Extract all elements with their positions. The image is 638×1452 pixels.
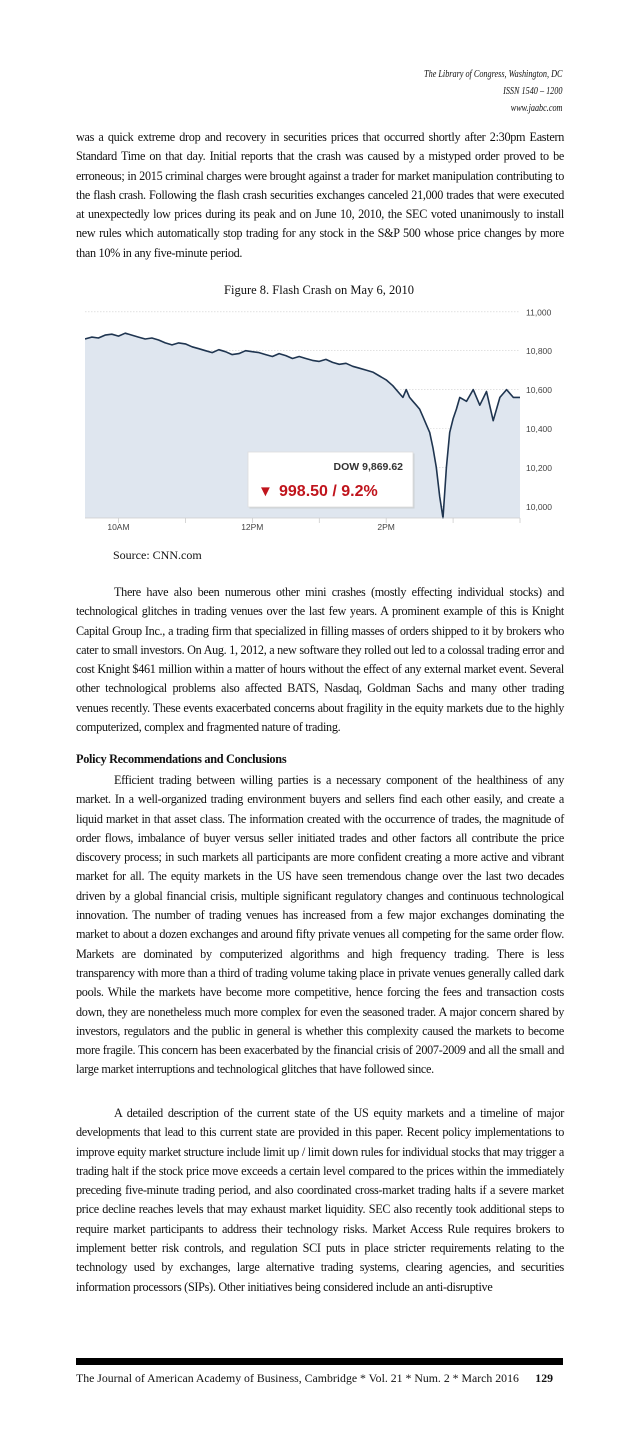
x-tick-label: 12PM: [241, 522, 264, 532]
callout-change-label: 998.50 / 9.2%: [279, 483, 378, 500]
header-line-3: www.jaabc.com: [510, 103, 562, 114]
y-tick-label: 10,600: [526, 385, 552, 396]
y-tick-label: 10,000: [526, 501, 552, 512]
journal-header: [424, 66, 562, 117]
x-tick-label: 2PM: [377, 522, 395, 532]
page-number: 129: [535, 1371, 553, 1385]
header-line-1: The Library of Congress, Washington, DC: [423, 69, 562, 80]
footer-rule: [76, 1358, 563, 1365]
paragraph-efficient-trading: Efficient trading between willing parties is a necessary component of the healthiness of any market. In a well-organized trading environment buyers and sellers find each other easily, and create a liquid market in that asset class. The information created with the occurrence of trades, the magnitude of order flows, imbalance of buyer versus seller initiated trades and other factors all contribute the price discovery process; in such markets all participants are more confident creating a more active and vibrant market for all. The equity markets in the US have seen tremendous change over the last two decades driven by a global financial crisis, multiple significant regulatory changes and continuous technological innovation. The number of trading venues has increased from a few major exchanges dominating the market to about a dozen exchanges and around fifty private venues all competing for the same order flow. Markets are dominated by computerized algorithms and high frequency trading. There is less transparency with more than a third of trading volume taking place in private venues generally called dark pools. While the markets have become more competitive, hence forcing the fees and transaction costs down, they are nonetheless much more complex for even the seasoned trader. A major concern shared by investors, regulators and the public in general is whether this complexity caused the markets to become more fragile. This concern has been exacerbated by the financial crisis of 2007-2009 and all the small and large market interruptions and technological glitches that have followed since.: [76, 773, 564, 1077]
paragraph-detailed-description: A detailed description of the current state of the US equity markets and a timeline of major developments that lead to this current state are provided in this paper. Recent policy implementations to improve equity market structure include limit up / limit down rules for individual stocks that may trigger a trading halt if the stock price move exceeds a certain level compared to the prices within the immediately preceding five-minute trading period, and also coordinated cross-market trading halts if a severe market price decline reaches levels that may exhaust market liquidity. SEC also recently took additional steps to require market participants to address their technology risks. Market Access Rule requires brokers to implement better risk controls, and regulation SCI puts in place stricter requirements relating to the technology used by exchanges, large alternative trading systems, clearing agencies, and securities information processors (SIPs). Other initiatives being considered include an anti-disruptive: [76, 1106, 564, 1294]
footer-journal: The Journal of American Academy of Business, Cambridge * Vol. 21 * Num. 2 * March 2016: [76, 1371, 519, 1385]
footer: [76, 1371, 563, 1386]
paragraph-flash-crash: was a quick extreme drop and recovery in securities prices that occurred shortly after 2:30pm Eastern Standard Time on that day. Initial reports that the crash was caused by a mistyped order proved to be erroneous; in 2015 criminal charges were brought against a trader for market manipulation contributing to the flash crash. Following the flash crash securities exchanges canceled 21,000 trades that were executed at unexpectedly low prices during its peak and on June 10, 2010, the SEC voted unanimously to install new rules which automatically stop trading for any stock in the S&P 500 whose price changes by more than 10% in any five-minute period.: [76, 130, 564, 260]
y-tick-label: 10,200: [526, 462, 552, 473]
callout-index-label: DOW 9,869.62: [333, 461, 403, 473]
y-tick-label: 11,000: [526, 307, 552, 318]
chart-svg: [85, 300, 560, 538]
paragraph-mini-crashes: There have also been numerous other mini crashes (mostly effecting individual stocks) and technological glitches in trading venues over the last few years. A prominent example of this is Knight Capital Group Inc., a trading firm that specialized in filling masses of orders shipped to it by brokers who cater to small investors. On Aug. 1, 2012, a new software they rolled out led to a colossal trading error and cost Knight $461 million within a matter of hours without the effect of any external market event. Several other technological problems also affected BATS, Nasdaq, Goldman Sachs and many other trading venues recently. These events exacerbated concerns about fragility in the equity markets due to the highly computerized, complex and fragmented nature of trading.: [76, 585, 564, 735]
y-tick-label: 10,400: [526, 424, 552, 435]
flash-crash-chart: [85, 300, 560, 538]
header-line-2: ISSN 1540 – 1200: [502, 86, 562, 97]
section-heading: Policy Recommendations and Conclusions: [76, 752, 287, 766]
x-tick-label: 10AM: [107, 522, 130, 532]
down-arrow-icon: ▼: [258, 483, 273, 500]
figure-source: Source: CNN.com: [113, 548, 202, 562]
y-tick-label: 10,800: [526, 346, 552, 357]
figure-title: Figure 8. Flash Crash on May 6, 2010: [224, 283, 414, 297]
